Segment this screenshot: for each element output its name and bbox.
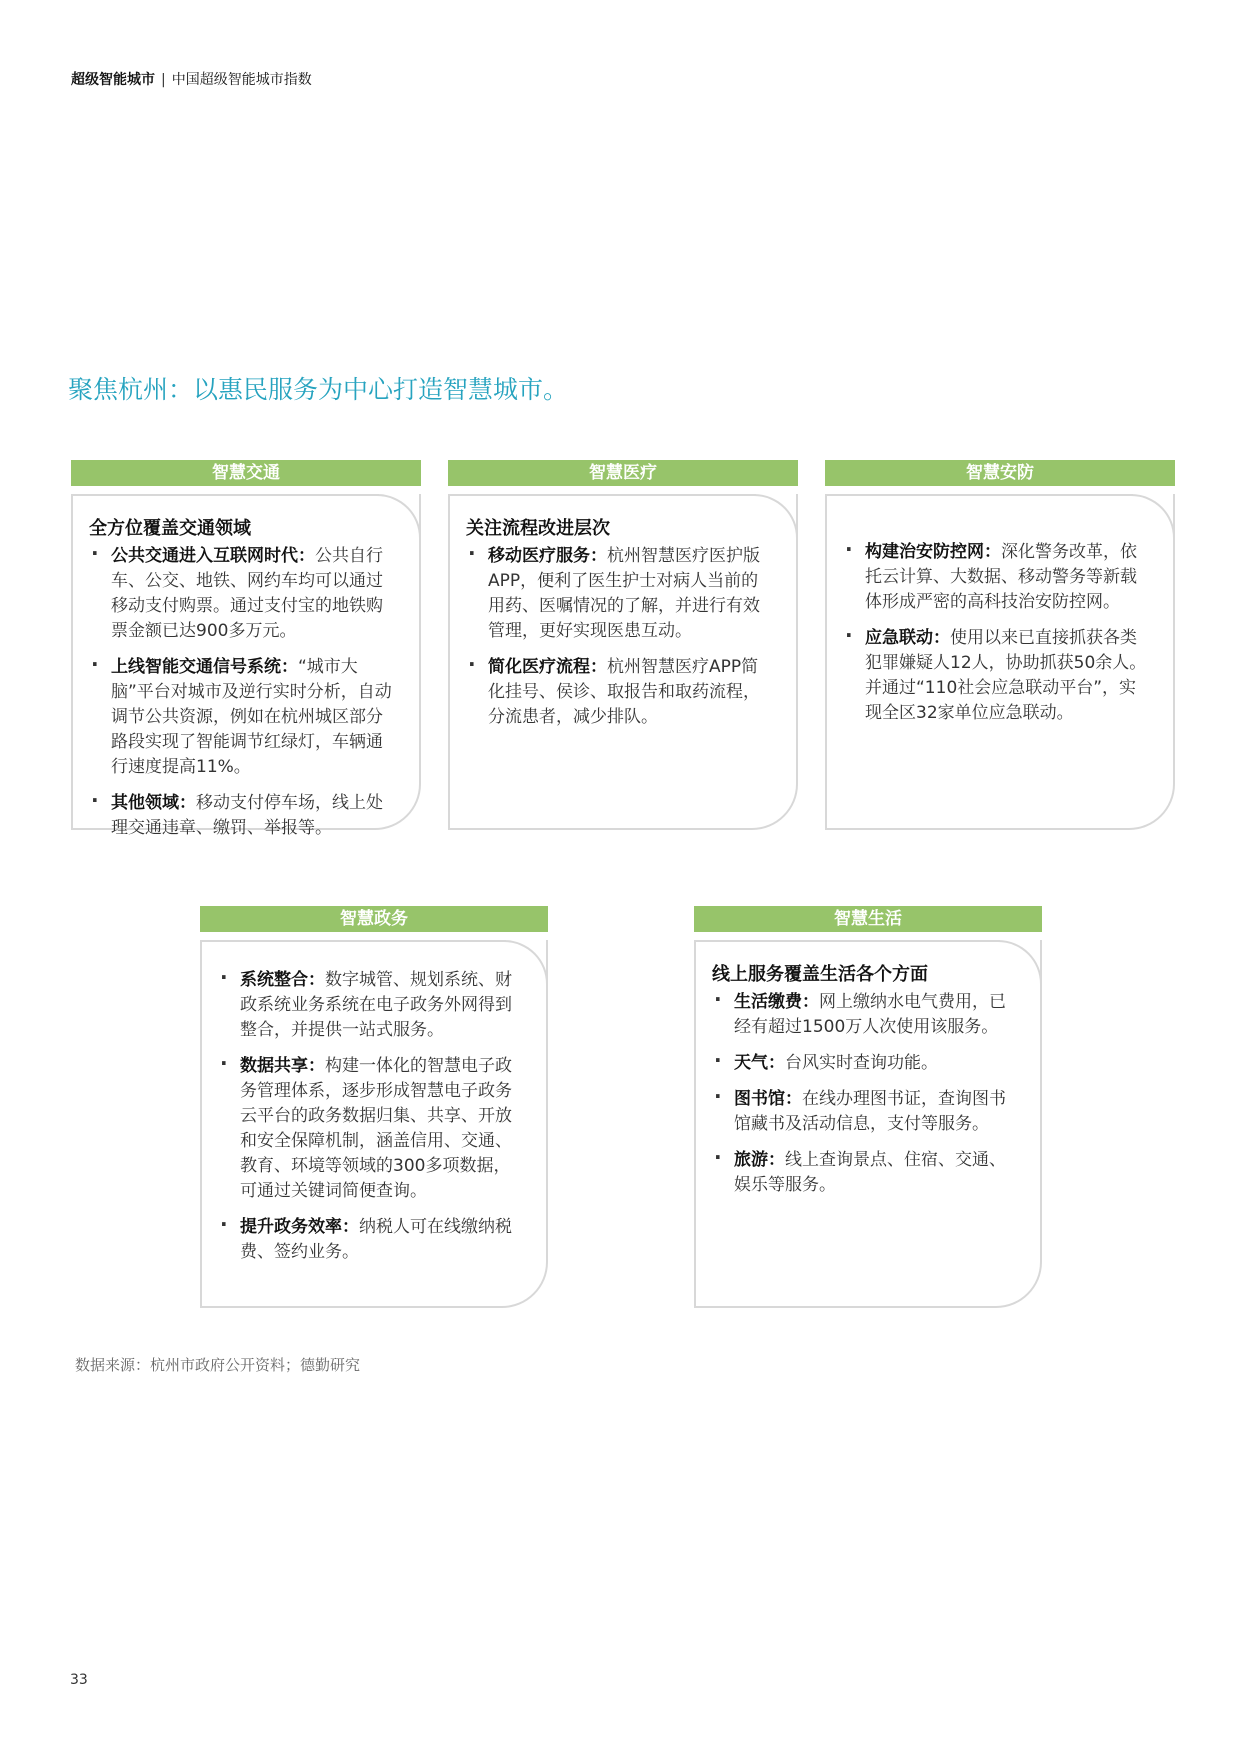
bullet-list [843, 540, 1151, 726]
data-source-note: 数据来源：杭州市政府公开资料；德勤研究 [75, 1356, 361, 1374]
card-box [71, 494, 421, 838]
item-title: 构建治安防控网： [865, 542, 1001, 562]
item-text: 纳税人可在线缴纳税费、签约业务。 [240, 1217, 512, 1262]
list-item [712, 990, 1018, 1040]
list-item [712, 1148, 1018, 1198]
card-label: 智慧政务 [200, 906, 548, 932]
item-text: “城市大脑”平台对城市及逆行实时分析，自动调节公共资源，例如在杭州城区部分路段实现了智能调节红绿灯，车辆通行速度提高11%。 [111, 657, 392, 777]
item-text: 深化警务改革，依托云计算、大数据、移动警务等新载体形成严密的高科技治安防控网。 [865, 542, 1137, 612]
item-text: 数字城管、规划系统、财政系统业务系统在电子政务外网得到整合，并提供一站式服务。 [240, 970, 512, 1040]
header-separator: | [161, 72, 166, 88]
card-box [448, 494, 798, 830]
list-item [89, 544, 397, 644]
item-text: 公共自行车、公交、地铁、网约车均可以通过移动支付购票。通过支付宝的地铁购票金额已达900多万元。 [111, 546, 383, 641]
list-item [466, 655, 774, 730]
list-item [218, 1215, 524, 1265]
item-text: 杭州智慧医疗APP简化挂号、侯诊、取报告和取药流程，分流患者，减少排队。 [488, 657, 760, 727]
item-text: 杭州智慧医疗医护版APP，便利了医生护士对病人当前的用药、医嘱情况的了解，并进行有效管理，更好实现医患互动。 [488, 546, 760, 641]
card-label: 智慧医疗 [448, 460, 798, 486]
card-label: 智慧生活 [694, 906, 1042, 932]
item-text: 构建一体化的智慧电子政务管理体系，逐步形成智慧电子政务云平台的政务数据归集、共享、开放和安全保障机制，涵盖信用、交通、教育、环境等领域的300多项数据，可通过关键词简便查询。 [240, 1056, 512, 1201]
header-brand: 超级智能城市 [71, 72, 155, 88]
card-box [825, 494, 1175, 830]
list-item [712, 1087, 1018, 1137]
item-title: 生活缴费： [734, 992, 819, 1012]
list-item [466, 544, 774, 644]
list-item [843, 540, 1151, 615]
item-title: 系统整合： [240, 970, 325, 990]
list-item [218, 968, 524, 1043]
item-title: 天气： [734, 1053, 785, 1073]
item-title: 旅游： [734, 1150, 785, 1170]
card-heading: 全方位覆盖交通领域 [89, 518, 251, 539]
item-text: 使用以来已直接抓获各类犯罪嫌疑人12人，协助抓获50余人。并通过“110社会应急联动平台”，实现全区32家单位应急联动。 [865, 628, 1147, 723]
bullet-list [466, 544, 774, 730]
list-item [218, 1054, 524, 1204]
card-heading: 线上服务覆盖生活各个方面 [712, 964, 928, 985]
item-title: 其他领域： [111, 793, 196, 813]
item-title: 图书馆： [734, 1089, 802, 1109]
list-item [89, 791, 397, 841]
card-label: 智慧安防 [825, 460, 1175, 486]
item-title: 数据共享： [240, 1056, 325, 1076]
header-subtitle: 中国超级智能城市指数 [171, 72, 312, 88]
item-title: 应急联动： [865, 628, 950, 648]
item-title: 移动医疗服务： [488, 546, 607, 566]
list-item [843, 626, 1151, 726]
card-heading: 关注流程改进层次 [466, 518, 610, 539]
page-number: 33 [70, 1672, 88, 1688]
item-text: 台风实时查询功能。 [785, 1053, 938, 1073]
item-title: 简化医疗流程： [488, 657, 607, 677]
running-header [71, 69, 312, 89]
item-text: 网上缴纳水电气费用，已经有超过1500万人次使用该服务。 [734, 992, 1006, 1037]
bullet-list [218, 968, 524, 1265]
list-item [712, 1051, 1018, 1076]
item-title: 公共交通进入互联网时代： [111, 546, 315, 566]
card-label: 智慧交通 [71, 460, 421, 486]
card-box [694, 940, 1042, 1308]
card-box [200, 940, 548, 1308]
item-title: 上线智能交通信号系统： [111, 657, 298, 677]
list-item [89, 655, 397, 780]
item-text: 在线办理图书证，查询图书馆藏书及活动信息，支付等服务。 [734, 1089, 1006, 1134]
bullet-list [89, 544, 397, 841]
section-title: 聚焦杭州：以惠民服务为中心打造智慧城市。 [68, 375, 569, 404]
item-title: 提升政务效率： [240, 1217, 359, 1237]
item-text: 移动支付停车场，线上处理交通违章、缴罚、举报等。 [111, 793, 383, 838]
bullet-list [712, 990, 1018, 1198]
item-text: 线上查询景点、住宿、交通、娱乐等服务。 [734, 1150, 1006, 1195]
